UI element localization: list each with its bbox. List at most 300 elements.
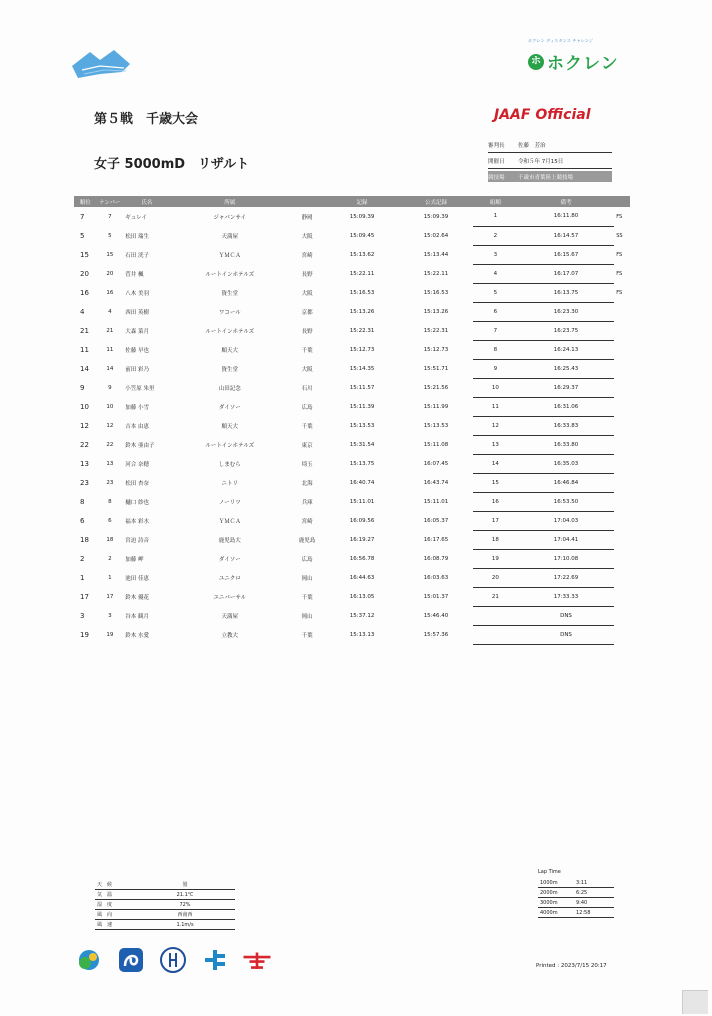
weather-value: 21.1℃ — [176, 891, 194, 898]
cell-athlete-name: 加藤 小雪 — [125, 404, 150, 411]
cell-prefecture: 千葉 — [301, 347, 313, 354]
lap-time-header: Lap Time — [538, 869, 561, 875]
cell-prefecture: 京都 — [301, 309, 313, 316]
sponsor-logos — [74, 946, 272, 974]
weather-value: 1.1m/s — [176, 921, 194, 928]
cell-note — [614, 340, 630, 359]
cell-rank: 21 — [80, 326, 89, 335]
cell-bib: 15 — [106, 251, 114, 258]
cell-rank: 3 — [80, 611, 85, 620]
cell-official-record: 16:05.37 — [423, 517, 449, 524]
cell-rank: 4 — [80, 307, 85, 316]
cell-note — [614, 473, 630, 492]
cell-note: FS — [616, 213, 623, 220]
cell-bib: 6 — [108, 517, 112, 524]
weather-value: 西南西 — [177, 912, 193, 918]
cell-record: 15:13.75 — [349, 460, 375, 467]
cell-rank: 22 — [80, 440, 89, 449]
cell-record: 15:09.39 — [349, 213, 375, 220]
cell-order: 6 — [473, 302, 518, 321]
table-row — [74, 359, 630, 378]
cell-bib: 14 — [106, 365, 114, 372]
cell-note — [614, 568, 630, 587]
table-row — [74, 454, 630, 473]
cell-bib: 8 — [108, 498, 112, 505]
cell-order — [473, 606, 518, 625]
info-label: 競技場 — [488, 174, 505, 181]
weather-label: 天 候 — [97, 882, 113, 888]
sponsor-logo-circle-icon — [158, 946, 188, 974]
table-row — [74, 416, 630, 435]
cell-result: DNS — [518, 606, 614, 625]
cell-result: 16:13.75 — [518, 283, 614, 302]
cell-athlete-name: ギュレイ — [125, 214, 148, 221]
cell-note — [614, 302, 630, 321]
cell-official-record: 15:57.36 — [423, 631, 449, 638]
cell-result: 16:29.37 — [518, 378, 614, 397]
cell-order — [473, 625, 518, 644]
lap-time: 6:25 — [576, 889, 588, 896]
cell-bib: 4 — [108, 308, 112, 315]
sponsor-logo-red-icon — [242, 946, 272, 974]
cell-order: 20 — [473, 568, 518, 587]
cell-result: 16:31.06 — [518, 397, 614, 416]
cell-team: ダイソー — [218, 556, 241, 563]
table-row — [74, 492, 630, 511]
cell-athlete-name: 前田 彩乃 — [125, 366, 150, 373]
sponsor-name: ホクレン — [547, 54, 619, 74]
cell-order: 2 — [473, 226, 518, 245]
cell-bib: 5 — [108, 232, 112, 239]
cell-official-record: 15:46.40 — [423, 612, 449, 619]
cell-record: 16:40.74 — [349, 479, 375, 486]
cell-order: 9 — [473, 359, 518, 378]
cell-team: ユニバーサル — [213, 594, 247, 601]
cell-prefecture: 千葉 — [301, 632, 313, 639]
cell-prefecture: 宮崎 — [301, 518, 313, 525]
cell-bib: 13 — [106, 460, 114, 467]
col-header: 所属 — [170, 196, 289, 207]
lap-time-box — [538, 869, 614, 918]
cell-prefecture: 岡山 — [301, 613, 313, 620]
cell-result: 16:25.43 — [518, 359, 614, 378]
cell-order: 4 — [473, 264, 518, 283]
table-row — [74, 530, 630, 549]
cell-bib: 3 — [108, 612, 112, 619]
cell-record: 15:11.39 — [349, 403, 375, 410]
cell-order: 10 — [473, 378, 518, 397]
info-value: 千歳市青葉陸上競技場 — [518, 174, 574, 181]
table-row — [74, 473, 630, 492]
col-header: 備考 — [518, 196, 614, 207]
weather-label: 風 速 — [97, 922, 113, 928]
cell-rank: 17 — [80, 592, 89, 601]
cell-official-record: 15:13.53 — [423, 422, 449, 429]
cell-order: 11 — [473, 397, 518, 416]
cell-record: 15:22.31 — [349, 327, 375, 334]
table-row — [74, 321, 630, 340]
cell-official-record: 15:11.01 — [423, 498, 449, 505]
cell-prefecture: 長野 — [301, 271, 313, 278]
cell-rank: 15 — [80, 250, 89, 259]
cell-note — [614, 397, 630, 416]
lap-distance: 3000m — [540, 899, 558, 906]
cell-record: 16:13.05 — [349, 593, 375, 600]
cell-team: 立教大 — [221, 632, 239, 639]
cell-record: 15:11.57 — [349, 384, 375, 391]
col-header: 組順 — [473, 196, 518, 207]
cell-team: ダイソー — [218, 404, 241, 411]
cell-result: 16:33.80 — [518, 435, 614, 454]
cell-athlete-name: 松田 杏奈 — [125, 480, 150, 487]
cell-note — [614, 435, 630, 454]
cell-prefecture: 長野 — [301, 328, 313, 335]
table-row — [74, 245, 630, 264]
hokuren-mark-icon: ホ — [528, 54, 544, 70]
cell-rank: 7 — [80, 212, 85, 221]
weather-label: 気 温 — [97, 892, 113, 898]
cell-team: 順天大 — [221, 347, 239, 354]
cell-result: 16:53.50 — [518, 492, 614, 511]
info-label: 開催日 — [488, 158, 505, 165]
cell-note: SS — [616, 232, 623, 239]
cell-order: 1 — [473, 207, 518, 226]
cell-note — [614, 530, 630, 549]
cell-team: 鹿児島大 — [218, 537, 241, 544]
info-value: 令和５年 7月15日 — [518, 158, 564, 165]
cell-rank: 5 — [80, 231, 85, 240]
cell-athlete-name: 加藤 岬 — [125, 556, 144, 563]
cell-bib: 23 — [106, 479, 114, 486]
cell-bib: 19 — [106, 631, 114, 638]
table-row — [74, 606, 630, 625]
col-header: 氏名 — [123, 196, 170, 207]
cell-note — [614, 549, 630, 568]
table-row — [74, 587, 630, 606]
cell-order: 7 — [473, 321, 518, 340]
cell-team: ルートインホテルズ — [205, 328, 255, 335]
weather-value: 72% — [179, 901, 191, 908]
cell-record: 15:13.53 — [349, 422, 375, 429]
table-row — [74, 435, 630, 454]
cell-official-record: 16:17.65 — [423, 536, 449, 543]
weather-value: 曇 — [182, 882, 188, 888]
cell-athlete-name: 池田 佳恵 — [125, 575, 150, 582]
cell-athlete-name: 谷本 観月 — [125, 613, 150, 620]
cell-note: FS — [616, 251, 623, 258]
cell-result: 16:23.30 — [518, 302, 614, 321]
cell-order: 19 — [473, 549, 518, 568]
cell-athlete-name: 菅井 楓 — [125, 271, 144, 278]
cell-official-record: 15:51.71 — [423, 365, 449, 372]
cell-record: 15:14.35 — [349, 365, 375, 372]
cell-athlete-name: 宮迫 詩音 — [125, 537, 150, 544]
cell-prefecture: 静岡 — [301, 214, 313, 221]
cell-official-record: 16:43.74 — [423, 479, 449, 486]
cell-result: 16:33.83 — [518, 416, 614, 435]
col-header — [289, 196, 325, 207]
cell-record: 15:16.53 — [349, 289, 375, 296]
printed-timestamp: Printed : 2023/7/15 20:17 — [536, 963, 607, 969]
cell-result: 17:04.03 — [518, 511, 614, 530]
table-row — [74, 625, 630, 644]
cell-record: 15:12.73 — [349, 346, 375, 353]
cell-result: 16:23.75 — [518, 321, 614, 340]
cell-result: 16:15.67 — [518, 245, 614, 264]
cell-result: 17:22.69 — [518, 568, 614, 587]
cell-bib: 11 — [106, 346, 114, 353]
cell-rank: 11 — [80, 345, 89, 354]
jaaf-official-mark: JAAF Official — [494, 107, 591, 123]
hokuren-logo — [528, 38, 638, 78]
cell-team: ニトリ — [221, 480, 239, 487]
cell-prefecture: 鹿児島 — [298, 537, 316, 544]
cell-official-record: 16:03.63 — [423, 574, 449, 581]
cell-result: 16:11.80 — [518, 207, 614, 226]
cell-team: ＹＭＣＡ — [218, 518, 241, 525]
cell-athlete-name: 大森 菜月 — [125, 328, 150, 335]
table-header-row — [74, 196, 630, 207]
cell-official-record: 15:09.39 — [423, 213, 449, 220]
cell-prefecture: 大阪 — [301, 233, 313, 240]
table-row — [74, 511, 630, 530]
table-row — [74, 264, 630, 283]
sponsor-logo-hokkaido-icon — [200, 946, 230, 974]
cell-result: 16:35.03 — [518, 454, 614, 473]
cell-official-record: 16:08.79 — [423, 555, 449, 562]
cell-athlete-name: 鈴木 水愛 — [125, 632, 150, 639]
cell-note — [614, 321, 630, 340]
cell-official-record: 15:11.99 — [423, 403, 449, 410]
cell-official-record: 15:02.64 — [423, 232, 449, 239]
cell-prefecture: 岡山 — [301, 575, 313, 582]
cell-bib: 18 — [106, 536, 114, 543]
cell-rank: 13 — [80, 459, 89, 468]
cell-record: 16:44.63 — [349, 574, 375, 581]
lap-time: 9:40 — [576, 899, 588, 906]
cell-prefecture: 東京 — [301, 442, 313, 449]
cell-rank: 10 — [80, 402, 89, 411]
cell-official-record: 15:13.44 — [423, 251, 449, 258]
table-row — [74, 378, 630, 397]
cell-note: FS — [616, 270, 623, 277]
info-value: 佐藤 芳治 — [518, 142, 546, 149]
sponsor-logo-green-icon — [74, 946, 104, 974]
cell-athlete-name: 河合 奈穂 — [125, 461, 150, 468]
cell-bib: 21 — [106, 327, 114, 334]
cell-prefecture: 宮崎 — [301, 252, 313, 259]
meet-info — [488, 137, 612, 182]
cell-prefecture: 大阪 — [301, 366, 313, 373]
cell-order: 12 — [473, 416, 518, 435]
cell-team: ルートインホテルズ — [205, 442, 255, 449]
cell-result: DNS — [518, 625, 614, 644]
cell-rank: 2 — [80, 554, 85, 563]
hokuren-distance-logo — [70, 44, 136, 84]
col-header: 記録 — [325, 196, 399, 207]
col-header: 公式記録 — [399, 196, 473, 207]
weather-label: 風 向 — [97, 912, 113, 918]
cell-record: 15:13.13 — [349, 631, 375, 638]
event-title: 女子 5000mD リザルト — [94, 157, 250, 172]
cell-official-record: 15:21.56 — [423, 384, 449, 391]
table-row — [74, 568, 630, 587]
cell-rank: 8 — [80, 497, 85, 506]
cell-bib: 12 — [106, 422, 114, 429]
col-header: 順位 — [74, 196, 96, 207]
cell-record: 15:09.45 — [349, 232, 375, 239]
cell-record: 15:11.01 — [349, 498, 375, 505]
results-table — [74, 196, 630, 645]
cell-record: 16:09.56 — [349, 517, 375, 524]
cell-prefecture: 大阪 — [301, 290, 313, 297]
cell-result: 17:33.33 — [518, 587, 614, 606]
cell-record: 15:13.62 — [349, 251, 375, 258]
cell-result: 17:10.08 — [518, 549, 614, 568]
cell-order: 8 — [473, 340, 518, 359]
cell-team: ワコール — [218, 309, 241, 316]
cell-official-record: 15:16.53 — [423, 289, 449, 296]
cell-rank: 12 — [80, 421, 89, 430]
lap-distance: 2000m — [540, 889, 558, 896]
cell-athlete-name: 鈴木 亜由子 — [125, 442, 155, 449]
cell-athlete-name: 石田 洸子 — [125, 252, 150, 259]
cell-note — [614, 511, 630, 530]
cell-athlete-name: 佐藤 早也 — [125, 347, 150, 354]
cell-rank: 16 — [80, 288, 89, 297]
cell-athlete-name: 松田 瑞生 — [125, 233, 150, 240]
cell-athlete-name: 西田 英樹 — [125, 309, 150, 316]
cell-order: 17 — [473, 511, 518, 530]
cell-prefecture: 広島 — [301, 556, 313, 563]
cell-result: 17:04.41 — [518, 530, 614, 549]
cell-result: 16:24.13 — [518, 340, 614, 359]
cell-team: 天満屋 — [221, 233, 239, 240]
cell-official-record: 15:11.08 — [423, 441, 449, 448]
cell-note — [614, 359, 630, 378]
cell-note: FS — [616, 289, 623, 296]
cell-bib: 17 — [106, 593, 114, 600]
sponsor-tagline: ホクレン ディスタンス チャレンジ — [528, 38, 594, 43]
table-row — [74, 340, 630, 359]
cell-record: 15:31.54 — [349, 441, 375, 448]
cell-result: 16:14.57 — [518, 226, 614, 245]
cell-order: 15 — [473, 473, 518, 492]
cell-bib: 10 — [106, 403, 114, 410]
table-row — [74, 549, 630, 568]
cell-order: 16 — [473, 492, 518, 511]
cell-team: 資生堂 — [221, 366, 239, 373]
cell-team: 順天大 — [221, 423, 239, 430]
cell-team: 天満屋 — [221, 613, 239, 620]
cell-prefecture: 広島 — [301, 404, 313, 411]
cell-athlete-name: 八木 美羽 — [125, 290, 150, 297]
cell-official-record: 15:12.73 — [423, 346, 449, 353]
cell-record: 15:22.11 — [349, 270, 375, 277]
table-row — [74, 226, 630, 245]
cell-note — [614, 587, 630, 606]
cell-prefecture: 兵庫 — [301, 499, 313, 506]
info-label: 審判長 — [488, 142, 505, 149]
cell-athlete-name: 小笠原 朱里 — [125, 385, 155, 392]
cell-record: 16:19.27 — [349, 536, 375, 543]
cell-team: しまむら — [218, 461, 241, 468]
table-row — [74, 302, 630, 321]
cell-prefecture: 埼玉 — [301, 461, 313, 468]
cell-team: ノーリツ — [218, 499, 241, 506]
cell-order: 5 — [473, 283, 518, 302]
weather-label: 湿 度 — [97, 902, 113, 908]
cell-rank: 23 — [80, 478, 89, 487]
cell-bib: 9 — [108, 384, 112, 391]
cell-rank: 14 — [80, 364, 89, 373]
cell-order: 13 — [473, 435, 518, 454]
meet-title: 第５戦 千歳大会 — [94, 112, 199, 127]
cell-team: ユニクロ — [218, 575, 241, 582]
cell-prefecture: 千葉 — [301, 423, 313, 430]
cell-bib: 20 — [106, 270, 114, 277]
cell-bib: 22 — [106, 441, 114, 448]
cell-rank: 9 — [80, 383, 85, 392]
cell-order: 21 — [473, 587, 518, 606]
cell-note — [614, 454, 630, 473]
lap-distance: 4000m — [540, 909, 558, 916]
table-row — [74, 397, 630, 416]
cell-prefecture: 石川 — [301, 385, 313, 392]
cell-team: 資生堂 — [221, 290, 239, 297]
lap-distance: 1000m — [540, 879, 558, 886]
cell-bib: 1 — [108, 574, 112, 581]
page-curl — [682, 990, 708, 1014]
cell-official-record: 15:22.11 — [423, 270, 449, 277]
cell-record: 16:56.78 — [349, 555, 375, 562]
weather-box — [95, 880, 235, 930]
sponsor-logo-blue-icon — [116, 946, 146, 974]
cell-rank: 18 — [80, 535, 89, 544]
cell-bib: 2 — [108, 555, 112, 562]
cell-bib: 16 — [106, 289, 114, 296]
cell-rank: 20 — [80, 269, 89, 278]
cell-official-record: 15:13.26 — [423, 308, 449, 315]
cell-team: ルートインホテルズ — [205, 271, 255, 278]
cell-athlete-name: 福本 彩水 — [125, 518, 150, 525]
cell-official-record: 15:01.37 — [423, 593, 449, 600]
lap-time: 3:11 — [576, 879, 588, 886]
cell-record: 15:13.26 — [349, 308, 375, 315]
cell-note — [614, 625, 630, 644]
cell-result: 16:17.07 — [518, 264, 614, 283]
cell-team: 山田記念 — [218, 385, 241, 392]
cell-note — [614, 416, 630, 435]
cell-note — [614, 492, 630, 511]
cell-team: ジャパンサイ — [213, 214, 247, 221]
cell-note — [614, 606, 630, 625]
cell-official-record: 15:22.31 — [423, 327, 449, 334]
cell-athlete-name: 樋口 紗也 — [125, 499, 150, 506]
cell-team: ＹＭＣＡ — [218, 252, 241, 259]
table-row — [74, 283, 630, 302]
cell-athlete-name: 鈴木 優花 — [125, 594, 150, 601]
cell-rank: 19 — [80, 630, 89, 639]
lap-time: 12:58 — [576, 909, 591, 916]
cell-prefecture: 千葉 — [301, 594, 313, 601]
cell-athlete-name: 吉本 由恵 — [125, 423, 150, 430]
cell-bib: 7 — [108, 213, 112, 220]
col-header — [614, 196, 630, 207]
cell-order: 3 — [473, 245, 518, 264]
table-row — [74, 207, 630, 226]
cell-prefecture: 北海 — [301, 480, 313, 487]
